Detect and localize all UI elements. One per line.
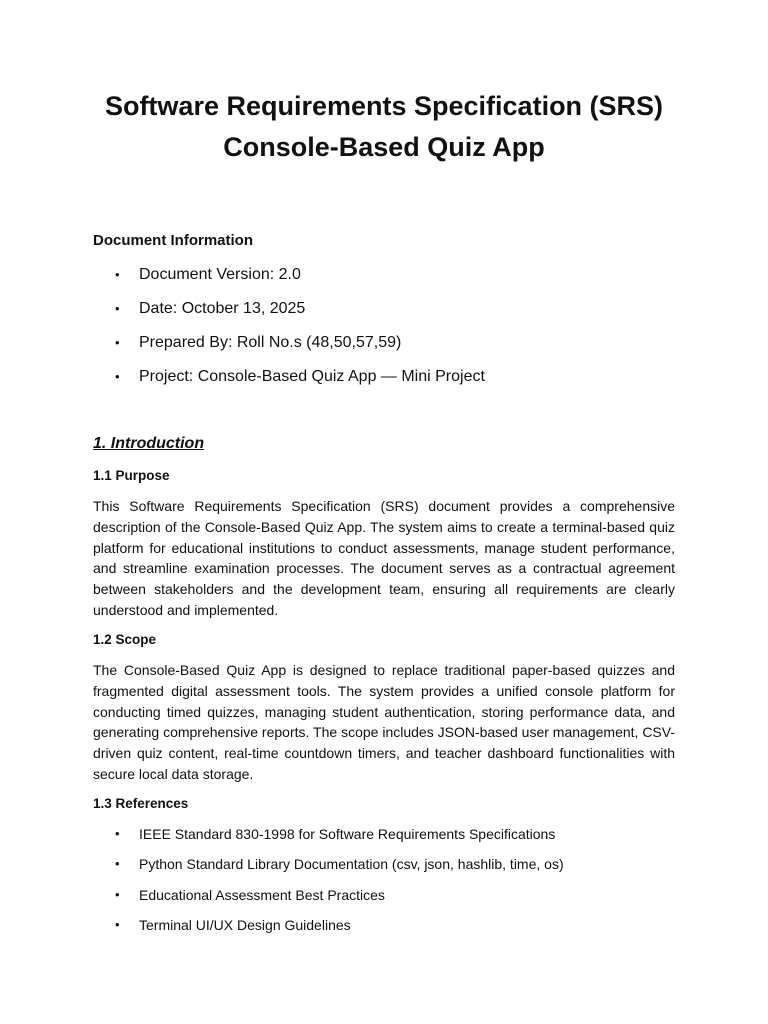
bullet-icon: •	[115, 916, 120, 932]
reference-item	[93, 915, 675, 945]
reference-text: IEEE Standard 830-1998 for Software Requirements Specifications	[139, 826, 556, 842]
references-list	[93, 824, 675, 945]
document-version-text: Document Version: 2.0	[139, 266, 301, 283]
document-title-line-1: Software Requirements Specification (SRS)	[104, 91, 664, 121]
scope-heading: 1.2 Scope	[93, 632, 157, 647]
project-text: Project: Console-Based Quiz App — Mini Project	[139, 368, 485, 385]
bullet-icon: •	[115, 826, 120, 841]
introduction-heading: 1. Introduction	[93, 435, 205, 452]
document-date-item	[93, 298, 675, 332]
reference-text: Terminal UI/UX Design Guidelines	[139, 916, 351, 933]
references-heading: 1.3 References	[93, 796, 189, 811]
prepared-by-item	[93, 332, 675, 366]
bullet-icon: •	[115, 886, 120, 902]
document-date-text: Date: October 13, 2025	[139, 300, 306, 317]
scope-paragraph: The Console-Based Quiz App is designed to replace traditional paper-based quizzes and fragmented digital assessment tools. The system provides a unified console platform for conducting timed quizzes, managing student authentication, storing performance data, and generating comprehensive reports. The scope includes JSON-based user management, CSV-driven quiz content, real-time countdown timers, and teacher dashboard functionalities with secure local data storage.	[93, 662, 675, 782]
bullet-icon: •	[115, 856, 120, 872]
reference-text: Python Standard Library Documentation (csv, json, hashlib, time, os)	[139, 856, 564, 873]
reference-item	[93, 885, 675, 915]
bullet-icon: •	[115, 335, 120, 350]
prepared-by-text: Prepared By: Roll No.s (48,50,57,59)	[139, 334, 402, 351]
purpose-heading: 1.1 Purpose	[93, 468, 170, 483]
reference-item	[93, 824, 675, 854]
bullet-icon: •	[115, 267, 120, 282]
bullet-icon: •	[115, 301, 120, 316]
project-item	[93, 366, 675, 400]
reference-item	[93, 854, 675, 884]
bullet-icon: •	[115, 369, 120, 384]
purpose-paragraph: This Software Requirements Specification (SRS) document provides a comprehensive description of the Console-Based Quiz App. The system aims to create a terminal-based quiz platform for educational institutions to conduct assessments, manage student performance, and streamline examination processes. The document serves as a contractual agreement between stakeholders and the development team, ensuring all requirements are clearly understood and implemented.	[93, 498, 675, 618]
document-information-list	[93, 264, 675, 400]
reference-text: Educational Assessment Best Practices	[139, 886, 385, 903]
document-information-heading: Document Information	[93, 232, 253, 249]
document-title-line-2: Console-Based Quiz App	[223, 132, 545, 162]
document-version-item	[93, 264, 675, 298]
